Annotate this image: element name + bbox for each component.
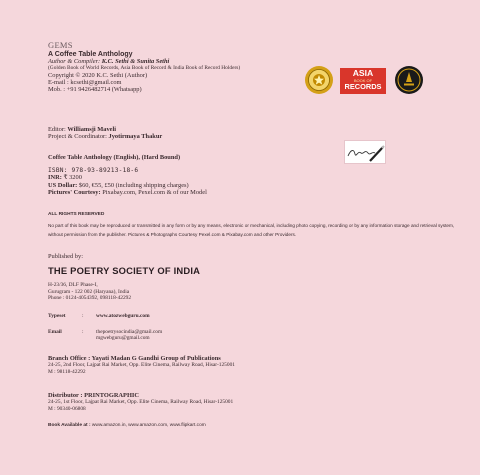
availability-label: Book Available at : xyxy=(48,423,92,428)
email-row xyxy=(48,329,460,342)
distributor-title xyxy=(48,392,460,399)
coordinator-prefix: Project & Coordinator: xyxy=(48,133,109,141)
distributor-mobile: M : 90340-06808 xyxy=(48,405,86,412)
editor-prefix: Editor: xyxy=(48,126,68,133)
distributor-label: Distributor : xyxy=(48,392,85,399)
book-title: A Coffee Table Anthology xyxy=(48,51,133,58)
branch-address: 24-25, 2nd Floor, Lajpat Rai Market, Opp. Elite Cinema, Railway Road, Hisar-125001 xyxy=(48,362,235,369)
published-by-label: Published by: xyxy=(48,253,83,260)
rights-heading: ALL RIGHTS RESERVED xyxy=(48,212,105,217)
edition-line: Coffee Table Anthology (English), (Hard Bound) xyxy=(48,154,181,161)
typeset-value: www.atozwebguru.com xyxy=(96,312,150,319)
distributor-address: 24-25, 1st Floor, Lajpat Rai Market, Opp. Elite Cinema, Railway Road, Hisar-125001 xyxy=(48,399,234,406)
pictures-prefix: Pictures' Courtesy: xyxy=(48,188,103,196)
email-values xyxy=(96,329,162,342)
isbn-line: ISBN: 978-93-89213-18-6 xyxy=(48,167,139,175)
coordinator-name: Jyotirmaya Thakur xyxy=(108,133,163,141)
pictures-value: Pixabay.com, Pexel.com & of our Model xyxy=(102,188,207,196)
branch-block xyxy=(48,355,460,375)
branch-label: Branch Office : xyxy=(48,355,92,362)
branch-title xyxy=(48,355,460,362)
asia-logo-bottom: RECORDS xyxy=(344,82,382,91)
availability-line xyxy=(48,423,460,429)
copyright-line: Copyright © 2020 K.C. Sethi (Author) xyxy=(48,71,148,79)
editor-name: Williamsji Maveli xyxy=(67,126,117,133)
distributor-block xyxy=(48,392,460,412)
asia-book-of-records-logo xyxy=(340,68,386,94)
golden-book-seal-icon xyxy=(304,65,334,95)
email-value-2: mgwebguru@gmail.com xyxy=(96,335,150,342)
india-book-seal-icon xyxy=(394,65,424,95)
typeset-label: Typeset xyxy=(48,312,66,319)
publisher-address2: Gurugram - 122 002 (Haryana), India xyxy=(48,288,130,295)
email-colon: : xyxy=(82,328,84,335)
inr-prefix: INR: xyxy=(48,174,64,182)
distributor-name: PRINTOGRAPHIC xyxy=(84,392,140,399)
publisher-address1: H-23/36, DLF Phase-I, xyxy=(48,282,98,289)
usd-value: $60, €55, £50 (including shipping charges) xyxy=(78,181,189,189)
availability-value: www.amazon.in, www.amazon.com, www.flipkart.com xyxy=(91,423,206,428)
typeset-row xyxy=(48,313,460,319)
records-note: (Golden Book of World Records, Asia Book of Record & India Book of Record Holders) xyxy=(48,65,241,72)
authors-names: K.C. Sethi & Sunita Sethi xyxy=(101,58,170,65)
asia-logo-top: ASIA xyxy=(352,68,374,78)
coordinator-line xyxy=(48,133,460,140)
email-label: Email xyxy=(48,328,62,335)
publisher-phone: Phone : 0124-4054392, 098118-42292 xyxy=(48,295,132,302)
book-details-block xyxy=(48,154,460,196)
authors-prefix: Author & Compiler: xyxy=(48,58,102,65)
publisher-block xyxy=(48,253,460,342)
series-title: GEMS xyxy=(48,40,73,50)
mobile-line: Mob. : +91 9426482714 (Whatsapp) xyxy=(48,86,142,94)
publisher-name: THE POETRY SOCIETY OF INDIA xyxy=(48,265,201,277)
inr-value: ₹ 3200 xyxy=(63,174,82,182)
editors-block xyxy=(48,126,460,141)
usd-prefix: US Dollar: xyxy=(48,181,79,189)
inr-line xyxy=(48,174,460,181)
usd-line xyxy=(48,182,460,189)
rights-body: No part of this book may be reproduced or transmitted in any form or by any means, electronic or mechanical, including photo copying, recording or by any information storage and retrieval system, without permission from the publisher. Pictures & Photographs Courtesy Pexel.com & Pixabay.com and other Providers. xyxy=(48,223,455,237)
rights-block xyxy=(48,212,458,239)
typeset-colon: : xyxy=(82,312,84,319)
editor-line xyxy=(48,126,460,133)
pictures-line xyxy=(48,189,460,196)
branch-mobile: M : 98118-42292 xyxy=(48,368,86,375)
email-value-1: thepoetrysocindia@gmail.com xyxy=(96,328,163,335)
branch-name: Yayati Madan G Gandhi Group of Publications xyxy=(91,355,221,362)
asia-logo-mid: BOOK OF xyxy=(353,78,373,83)
email-line: E-mail : kcsethi@gmail.com xyxy=(48,79,122,86)
